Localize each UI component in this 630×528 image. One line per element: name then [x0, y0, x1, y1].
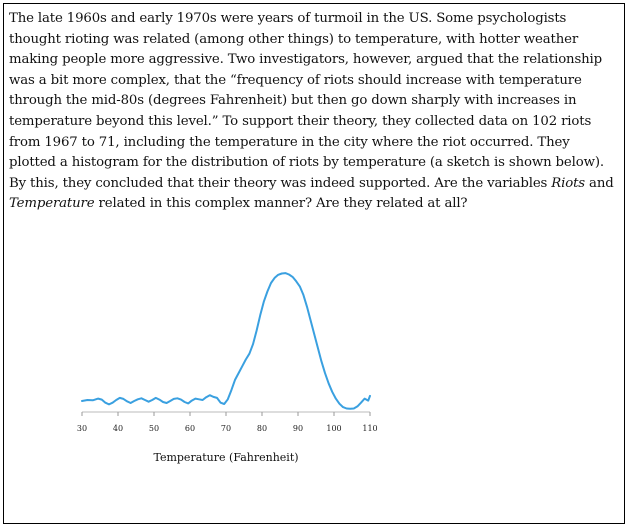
x-tick-label: 80: [256, 424, 268, 433]
x-tick-label: 50: [148, 424, 160, 433]
x-tick-label: 30: [76, 424, 88, 433]
question-text-part2: related in this complex manner? Are they related at all?: [94, 196, 468, 212]
variable-temperature: Temperature: [9, 196, 95, 212]
chart-svg: [70, 258, 410, 468]
riot-frequency-curve: [82, 273, 370, 409]
x-tick-label: 60: [184, 424, 196, 433]
x-tick-label: 70: [220, 424, 232, 433]
riot-temperature-chart: [70, 258, 410, 473]
question-text: [9, 9, 615, 215]
x-tick-label: 40: [112, 424, 124, 433]
question-text-part1: The late 1960s and early 1970s were years of turmoil in the US. Some psychologists thought rioting was related (among other things) to temperature, with hotter weather making people more aggressive. Two investigators, however, argued that the relationship was a bit more complex, that the “frequency of riots should increase with temperature through the mid-80s (degrees Fahrenheit) but then go down sharply with increases in temperature beyond this level.” To support their theory, they collected data on 102 riots from 1967 to 71, including the temperature in the city where the riot occurred. They plotted a histogram for the distribution of riots by temperature (a sketch is shown below). By this, they concluded that their theory was indeed supported. Are the variables: [9, 11, 604, 191]
x-axis-ticks: [77, 412, 378, 433]
x-axis-label: Temperature (Fahrenheit): [153, 451, 299, 464]
variable-riots: Riots: [551, 175, 585, 191]
question-text-and: and: [584, 175, 614, 191]
x-tick-label: 110: [362, 424, 378, 433]
x-tick-label: 100: [326, 424, 342, 433]
x-tick-label: 90: [292, 424, 304, 433]
